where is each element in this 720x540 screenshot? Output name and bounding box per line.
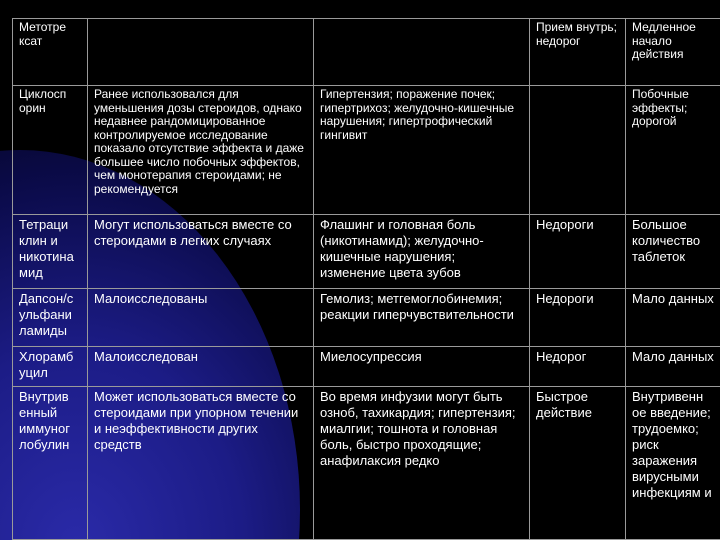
drug-cell: Дапсон/с ульфани ламиды (13, 289, 88, 347)
treatment-comparison-table (12, 18, 720, 540)
usage-cell (88, 19, 314, 86)
cost-cell: Недороги (530, 215, 626, 289)
table-row (13, 347, 720, 387)
note-cell: Большое количество таблеток (626, 215, 720, 289)
usage-cell: Ранее использовался для уменьшения дозы стероидов, однако недавнее рандомицированное контролируемое исследование показало отсутствие эффекта и даже большее число побочных эффектов, чем монотерапия стероидами; не рекомендуется (88, 86, 314, 215)
usage-cell: Может использоваться вместе со стероидами при упорном течении и неэффективности других средств (88, 387, 314, 540)
side-effects-cell: Флашинг и головная боль (никотинамид); желудочно-кишечные нарушения; изменение цвета зубов (314, 215, 530, 289)
usage-cell: Малоисследованы (88, 289, 314, 347)
cost-cell: Недорог (530, 347, 626, 387)
cost-cell: Прием внутрь; недорог (530, 19, 626, 86)
usage-cell: Малоисследован (88, 347, 314, 387)
drug-cell: Метотре ксат (13, 19, 88, 86)
cost-cell: Недороги (530, 289, 626, 347)
table-row (13, 387, 720, 540)
cost-cell (530, 86, 626, 215)
side-effects-cell: Гипертензия; поражение почек; гипертрихоз; желудочно-кишечные нарушения; гипертрофический гингивит (314, 86, 530, 215)
table-row (13, 19, 720, 86)
table-row (13, 289, 720, 347)
note-cell: Побочные эффекты; дорогой (626, 86, 720, 215)
drug-cell: Внутрив енный иммуног лобулин (13, 387, 88, 540)
note-cell: Медленное начало действия (626, 19, 720, 86)
note-cell: Мало данных (626, 347, 720, 387)
usage-cell: Могут использоваться вместе со стероидами в легких случаях (88, 215, 314, 289)
side-effects-cell: Гемолиз; метгемоглобинемия; реакции гиперчувствительности (314, 289, 530, 347)
table-row (13, 215, 720, 289)
cost-cell: Быстрое действие (530, 387, 626, 540)
side-effects-cell (314, 19, 530, 86)
side-effects-cell: Во время инфузии могут быть озноб, тахикардия; гипертензия; миалгии; тошнота и головная боль, быстро проходящие; анафилаксия редко (314, 387, 530, 540)
note-cell: Мало данных (626, 289, 720, 347)
drug-cell: Тетраци клин и никотина мид (13, 215, 88, 289)
side-effects-cell: Миелосупрессия (314, 347, 530, 387)
note-cell: Внутривенн ое введение; трудоемко; риск заражения вирусными инфекциям и (626, 387, 720, 540)
table-row (13, 86, 720, 215)
drug-cell: Циклосп орин (13, 86, 88, 215)
drug-cell: Хлорамб уцил (13, 347, 88, 387)
